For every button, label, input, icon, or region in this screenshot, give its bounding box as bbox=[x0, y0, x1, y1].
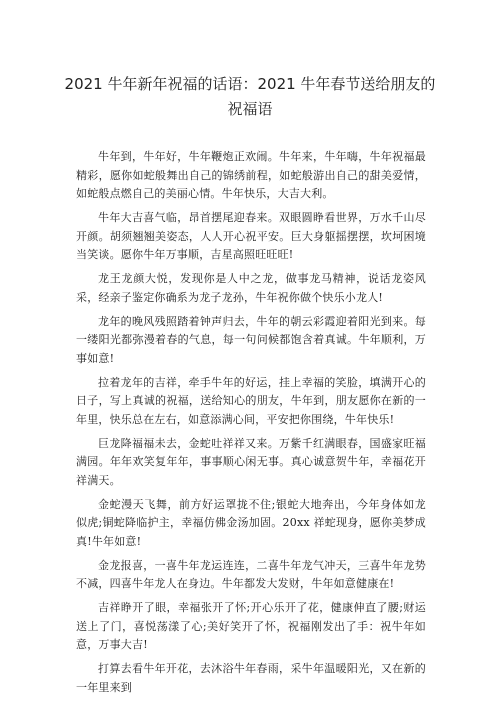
paragraph: 牛年到，牛年好，牛年鞭炮正欢闹。牛年来，牛年嗨，牛年祝福最精彩，愿你如蛇般舞出自己的锦绣前程，如蛇般游出自己的甜美爱情，如蛇般点燃自己的美丽心情。牛年快乐，大吉大利。 bbox=[76, 150, 426, 200]
paragraph: 龙王龙颜大悦，发现你是人中之龙，做事龙马精神，说话龙姿风采，经亲子鉴定你确系为龙子龙孙，牛年祝你做个快乐小龙人! bbox=[76, 272, 426, 304]
paragraph: 金蛇漫天飞舞，前方好运罩拢不住;银蛇大地奔出，今年身体如龙似虎;铜蛇降临护主，幸福仿佛金汤加固。20xx 祥蛇现身，愿你美梦成真!牛年如意! bbox=[76, 497, 426, 548]
paragraph: 吉祥睁开了眼，幸福张开了怀;开心乐开了花，健康伸直了腰;财运送上了门，喜悦荡漾了心;美好笑开了怀，祝福刚发出了手：祝牛年如意，万事大吉! bbox=[76, 601, 426, 651]
article-title: 2021 牛年新年祝福的话语：2021 牛年春节送给朋友的祝福语 bbox=[64, 75, 436, 118]
paragraph: 牛年大吉喜气临，昂首摆尾迎春来。双眼圆睁看世界，万水千山尽开颜。胡须翘翘美姿态，人人开心祝平安。巨大身躯摇摆摆，坎坷困境当笑谈。愿你牛年万事顺，吉星高照旺旺旺! bbox=[76, 211, 426, 261]
paragraph: 拉着龙年的吉祥，牵手牛年的好运，挂上幸福的笑脸，填满开心的日子，写上真诚的祝福，送给知心的朋友，牛年到，朋友愿你在新的一年里，快乐总在左右，如意添满心间，平安把你围绕，牛年快乐! bbox=[76, 375, 426, 426]
paragraph: 龙年的晚风残照踏着钟声归去，牛年的朝云彩霞迎着阳光到来。每一缕阳光都弥漫着春的气息，每一句问候都饱含着真诚。牛年顺利，万事如意! bbox=[76, 314, 426, 365]
paragraph: 金龙报喜，一喜牛年龙运连连，二喜牛年龙气冲天，三喜牛年龙势不减，四喜牛年龙人在身边。牛年都发大发财，牛年如意健康在! bbox=[76, 558, 426, 590]
article-body bbox=[76, 148, 426, 703]
paragraph: 打算去看牛年开花，去沐浴牛年春雨，采牛年温暖阳光，又在新的一年里来到 bbox=[76, 662, 426, 694]
paragraph: 巨龙降福福未去，金蛇吐祥祥又来。万紫千红满眼春，国盛家旺福满园。年年欢笑复年年，事事顺心闲无事。真心诚意贺牛年，幸福花开祥满天。 bbox=[76, 436, 426, 487]
